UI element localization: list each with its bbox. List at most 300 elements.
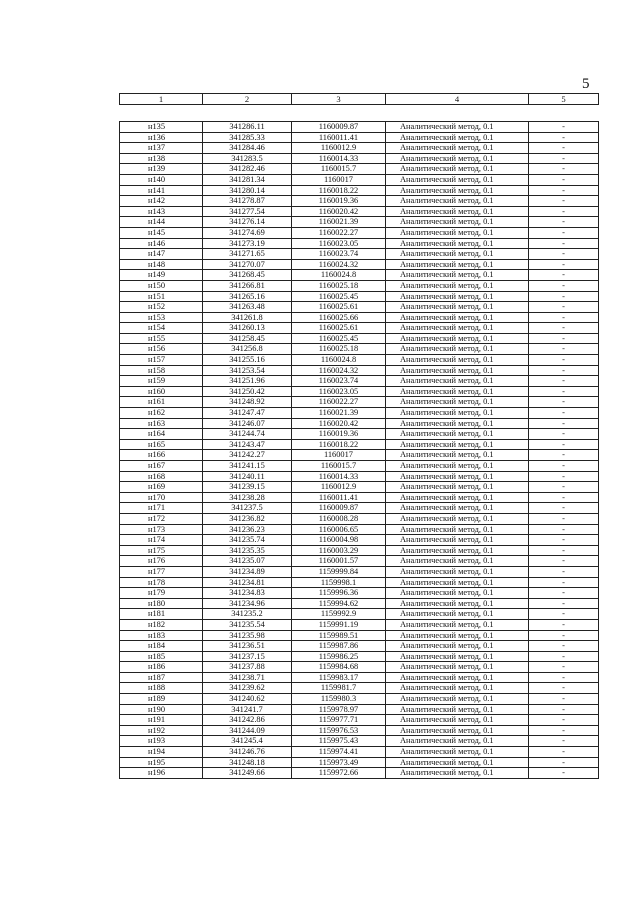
- point-id-cell: н145: [120, 227, 203, 238]
- note-cell: -: [529, 397, 599, 408]
- point-id-cell: н177: [120, 566, 203, 577]
- table-body: [120, 105, 599, 779]
- table-row: [120, 461, 599, 472]
- table-row: [120, 747, 599, 758]
- note-cell: -: [529, 174, 599, 185]
- table-row: [120, 588, 599, 599]
- point-id-cell: н146: [120, 238, 203, 249]
- table-row: [120, 577, 599, 588]
- table-row: [120, 598, 599, 609]
- note-cell: -: [529, 153, 599, 164]
- method-cell: Аналитический метод, 0.1: [386, 302, 529, 313]
- note-cell: -: [529, 355, 599, 366]
- table-row: [120, 429, 599, 440]
- method-cell: Аналитический метод, 0.1: [386, 249, 529, 260]
- x-coordinate-cell: 341234.96: [203, 598, 292, 609]
- x-coordinate-cell: 341235.74: [203, 535, 292, 546]
- point-id-cell: н147: [120, 249, 203, 260]
- method-cell: Аналитический метод, 0.1: [386, 747, 529, 758]
- point-id-cell: н179: [120, 588, 203, 599]
- method-cell: Аналитический метод, 0.1: [386, 683, 529, 694]
- method-cell: Аналитический метод, 0.1: [386, 715, 529, 726]
- y-coordinate-cell: 1160021.39: [292, 217, 386, 228]
- method-cell: Аналитический метод, 0.1: [386, 323, 529, 334]
- x-coordinate-cell: 341234.81: [203, 577, 292, 588]
- y-coordinate-cell: 1160011.41: [292, 132, 386, 143]
- method-cell: Аналитический метод, 0.1: [386, 312, 529, 323]
- y-coordinate-cell: 1160025.45: [292, 333, 386, 344]
- y-coordinate-cell: 1160025.18: [292, 344, 386, 355]
- method-cell: Аналитический метод, 0.1: [386, 153, 529, 164]
- x-coordinate-cell: 341283.5: [203, 153, 292, 164]
- y-coordinate-cell: 1159977.71: [292, 715, 386, 726]
- table-row: [120, 513, 599, 524]
- header-cell-5: 5: [529, 94, 599, 105]
- y-coordinate-cell: 1159975.43: [292, 736, 386, 747]
- note-cell: -: [529, 757, 599, 768]
- table-row: [120, 471, 599, 482]
- x-coordinate-cell: 341248.18: [203, 757, 292, 768]
- note-cell: -: [529, 672, 599, 683]
- y-coordinate-cell: 1160025.66: [292, 312, 386, 323]
- point-id-cell: н154: [120, 323, 203, 334]
- table-row: [120, 694, 599, 705]
- method-cell: Аналитический метод, 0.1: [386, 630, 529, 641]
- method-cell: Аналитический метод, 0.1: [386, 535, 529, 546]
- table-row: [120, 122, 599, 133]
- point-id-cell: н180: [120, 598, 203, 609]
- page-number: 5: [582, 76, 590, 92]
- method-cell: Аналитический метод, 0.1: [386, 408, 529, 419]
- x-coordinate-cell: 341238.28: [203, 492, 292, 503]
- note-cell: -: [529, 323, 599, 334]
- y-coordinate-cell: 1160024.8: [292, 355, 386, 366]
- note-cell: -: [529, 185, 599, 196]
- point-id-cell: н184: [120, 641, 203, 652]
- x-coordinate-cell: 341271.65: [203, 249, 292, 260]
- point-id-cell: н140: [120, 174, 203, 185]
- table-row: [120, 217, 599, 228]
- x-coordinate-cell: 341251.96: [203, 376, 292, 387]
- table-row: [120, 376, 599, 387]
- coordinates-table: [119, 93, 599, 779]
- table-row: [120, 651, 599, 662]
- y-coordinate-cell: 1160025.61: [292, 302, 386, 313]
- x-coordinate-cell: 341242.86: [203, 715, 292, 726]
- point-id-cell: н192: [120, 725, 203, 736]
- table-row: [120, 185, 599, 196]
- x-coordinate-cell: 341286.11: [203, 122, 292, 133]
- method-cell: Аналитический метод, 0.1: [386, 397, 529, 408]
- y-coordinate-cell: 1159976.53: [292, 725, 386, 736]
- note-cell: -: [529, 302, 599, 313]
- method-cell: Аналитический метод, 0.1: [386, 174, 529, 185]
- point-id-cell: н171: [120, 503, 203, 514]
- method-cell: Аналитический метод, 0.1: [386, 280, 529, 291]
- table-row: [120, 492, 599, 503]
- method-cell: Аналитический метод, 0.1: [386, 736, 529, 747]
- y-coordinate-cell: 1160009.87: [292, 503, 386, 514]
- point-id-cell: н187: [120, 672, 203, 683]
- y-coordinate-cell: 1160023.05: [292, 238, 386, 249]
- point-id-cell: н190: [120, 704, 203, 715]
- method-cell: Аналитический метод, 0.1: [386, 725, 529, 736]
- note-cell: -: [529, 439, 599, 450]
- y-coordinate-cell: 1159989.51: [292, 630, 386, 641]
- x-coordinate-cell: 341282.46: [203, 164, 292, 175]
- x-coordinate-cell: 341280.14: [203, 185, 292, 196]
- table-header: [120, 94, 599, 105]
- method-cell: Аналитический метод, 0.1: [386, 768, 529, 779]
- x-coordinate-cell: 341248.92: [203, 397, 292, 408]
- table-row: [120, 545, 599, 556]
- table-row: [120, 259, 599, 270]
- point-id-cell: н139: [120, 164, 203, 175]
- method-cell: Аналитический метод, 0.1: [386, 662, 529, 673]
- method-cell: Аналитический метод, 0.1: [386, 471, 529, 482]
- point-id-cell: н196: [120, 768, 203, 779]
- y-coordinate-cell: 1159994.62: [292, 598, 386, 609]
- x-coordinate-cell: 341238.71: [203, 672, 292, 683]
- note-cell: -: [529, 164, 599, 175]
- y-coordinate-cell: 1159978.97: [292, 704, 386, 715]
- point-id-cell: н169: [120, 482, 203, 493]
- table-row: [120, 397, 599, 408]
- point-id-cell: н193: [120, 736, 203, 747]
- y-coordinate-cell: 1160018.22: [292, 439, 386, 450]
- y-coordinate-cell: 1160012.9: [292, 143, 386, 154]
- note-cell: -: [529, 312, 599, 323]
- note-cell: -: [529, 291, 599, 302]
- x-coordinate-cell: 341243.47: [203, 439, 292, 450]
- method-cell: Аналитический метод, 0.1: [386, 598, 529, 609]
- note-cell: -: [529, 683, 599, 694]
- method-cell: Аналитический метод, 0.1: [386, 386, 529, 397]
- method-cell: Аналитический метод, 0.1: [386, 672, 529, 683]
- method-cell: Аналитический метод, 0.1: [386, 259, 529, 270]
- point-id-cell: н163: [120, 418, 203, 429]
- y-coordinate-cell: 1160021.39: [292, 408, 386, 419]
- spacer-cell: [120, 105, 203, 122]
- point-id-cell: н164: [120, 429, 203, 440]
- table-row: [120, 757, 599, 768]
- note-cell: -: [529, 503, 599, 514]
- table-row: [120, 556, 599, 567]
- x-coordinate-cell: 341235.2: [203, 609, 292, 620]
- method-cell: Аналитический метод, 0.1: [386, 365, 529, 376]
- note-cell: -: [529, 365, 599, 376]
- method-cell: Аналитический метод, 0.1: [386, 694, 529, 705]
- note-cell: -: [529, 704, 599, 715]
- note-cell: -: [529, 344, 599, 355]
- table-row: [120, 386, 599, 397]
- method-cell: Аналитический метод, 0.1: [386, 238, 529, 249]
- note-cell: -: [529, 333, 599, 344]
- table-row: [120, 641, 599, 652]
- point-id-cell: н178: [120, 577, 203, 588]
- x-coordinate-cell: 341247.47: [203, 408, 292, 419]
- table-row: [120, 270, 599, 281]
- x-coordinate-cell: 341281.34: [203, 174, 292, 185]
- x-coordinate-cell: 341234.89: [203, 566, 292, 577]
- y-coordinate-cell: 1160003.29: [292, 545, 386, 556]
- method-cell: Аналитический метод, 0.1: [386, 227, 529, 238]
- note-cell: -: [529, 450, 599, 461]
- x-coordinate-cell: 341235.54: [203, 619, 292, 630]
- point-id-cell: н183: [120, 630, 203, 641]
- table-row: [120, 227, 599, 238]
- y-coordinate-cell: 1160024.32: [292, 259, 386, 270]
- point-id-cell: н168: [120, 471, 203, 482]
- table-row: [120, 408, 599, 419]
- table-row: [120, 683, 599, 694]
- note-cell: -: [529, 217, 599, 228]
- method-cell: Аналитический метод, 0.1: [386, 196, 529, 207]
- table-row: [120, 153, 599, 164]
- y-coordinate-cell: 1160023.05: [292, 386, 386, 397]
- point-id-cell: н166: [120, 450, 203, 461]
- table-row: [120, 535, 599, 546]
- y-coordinate-cell: 1159987.86: [292, 641, 386, 652]
- x-coordinate-cell: 341268.45: [203, 270, 292, 281]
- note-cell: -: [529, 545, 599, 556]
- note-cell: -: [529, 566, 599, 577]
- note-cell: -: [529, 641, 599, 652]
- point-id-cell: н191: [120, 715, 203, 726]
- note-cell: -: [529, 715, 599, 726]
- y-coordinate-cell: 1160022.27: [292, 397, 386, 408]
- x-coordinate-cell: 341236.23: [203, 524, 292, 535]
- x-coordinate-cell: 341255.16: [203, 355, 292, 366]
- table-row: [120, 196, 599, 207]
- x-coordinate-cell: 341270.07: [203, 259, 292, 270]
- spacer-cell: [386, 105, 529, 122]
- point-id-cell: н143: [120, 206, 203, 217]
- table-row: [120, 365, 599, 376]
- y-coordinate-cell: 1160025.45: [292, 291, 386, 302]
- table-row: [120, 174, 599, 185]
- note-cell: -: [529, 736, 599, 747]
- note-cell: -: [529, 492, 599, 503]
- note-cell: -: [529, 429, 599, 440]
- x-coordinate-cell: 341236.51: [203, 641, 292, 652]
- header-row: [120, 94, 599, 105]
- method-cell: Аналитический метод, 0.1: [386, 545, 529, 556]
- y-coordinate-cell: 1160024.32: [292, 365, 386, 376]
- method-cell: Аналитический метод, 0.1: [386, 513, 529, 524]
- x-coordinate-cell: 341237.15: [203, 651, 292, 662]
- x-coordinate-cell: 341240.11: [203, 471, 292, 482]
- y-coordinate-cell: 1160025.18: [292, 280, 386, 291]
- y-coordinate-cell: 1160019.36: [292, 196, 386, 207]
- note-cell: -: [529, 408, 599, 419]
- method-cell: Аналитический метод, 0.1: [386, 206, 529, 217]
- table-row: [120, 344, 599, 355]
- table-row: [120, 566, 599, 577]
- x-coordinate-cell: 341273.19: [203, 238, 292, 249]
- x-coordinate-cell: 341278.87: [203, 196, 292, 207]
- y-coordinate-cell: 1159984.68: [292, 662, 386, 673]
- x-coordinate-cell: 341235.07: [203, 556, 292, 567]
- x-coordinate-cell: 341250.42: [203, 386, 292, 397]
- method-cell: Аналитический метод, 0.1: [386, 482, 529, 493]
- table-row: [120, 291, 599, 302]
- table-row: [120, 725, 599, 736]
- point-id-cell: н158: [120, 365, 203, 376]
- point-id-cell: н159: [120, 376, 203, 387]
- method-cell: Аналитический метод, 0.1: [386, 376, 529, 387]
- y-coordinate-cell: 1160018.22: [292, 185, 386, 196]
- x-coordinate-cell: 341234.83: [203, 588, 292, 599]
- note-cell: -: [529, 577, 599, 588]
- method-cell: Аналитический метод, 0.1: [386, 355, 529, 366]
- note-cell: -: [529, 249, 599, 260]
- note-cell: -: [529, 418, 599, 429]
- point-id-cell: н160: [120, 386, 203, 397]
- method-cell: Аналитический метод, 0.1: [386, 270, 529, 281]
- note-cell: -: [529, 598, 599, 609]
- y-coordinate-cell: 1159996.36: [292, 588, 386, 599]
- table-row: [120, 736, 599, 747]
- y-coordinate-cell: 1159974.41: [292, 747, 386, 758]
- method-cell: Аналитический метод, 0.1: [386, 143, 529, 154]
- header-cell-2: 2: [203, 94, 292, 105]
- x-coordinate-cell: 341235.35: [203, 545, 292, 556]
- method-cell: Аналитический метод, 0.1: [386, 291, 529, 302]
- y-coordinate-cell: 1160023.74: [292, 376, 386, 387]
- note-cell: -: [529, 482, 599, 493]
- note-cell: -: [529, 747, 599, 758]
- note-cell: -: [529, 471, 599, 482]
- x-coordinate-cell: 341236.82: [203, 513, 292, 524]
- note-cell: -: [529, 768, 599, 779]
- y-coordinate-cell: 1160009.87: [292, 122, 386, 133]
- table-row: [120, 524, 599, 535]
- x-coordinate-cell: 341245.4: [203, 736, 292, 747]
- point-id-cell: н136: [120, 132, 203, 143]
- point-id-cell: н157: [120, 355, 203, 366]
- table-row: [120, 439, 599, 450]
- point-id-cell: н175: [120, 545, 203, 556]
- y-coordinate-cell: 1159986.25: [292, 651, 386, 662]
- method-cell: Аналитический метод, 0.1: [386, 418, 529, 429]
- table-row: [120, 609, 599, 620]
- y-coordinate-cell: 1160017: [292, 174, 386, 185]
- x-coordinate-cell: 341260.13: [203, 323, 292, 334]
- y-coordinate-cell: 1160001.57: [292, 556, 386, 567]
- y-coordinate-cell: 1160020.42: [292, 206, 386, 217]
- y-coordinate-cell: 1160008.28: [292, 513, 386, 524]
- y-coordinate-cell: 1160015.7: [292, 164, 386, 175]
- y-coordinate-cell: 1160022.27: [292, 227, 386, 238]
- spacer-cell: [292, 105, 386, 122]
- point-id-cell: н151: [120, 291, 203, 302]
- y-coordinate-cell: 1160014.33: [292, 471, 386, 482]
- y-coordinate-cell: 1159981.7: [292, 683, 386, 694]
- y-coordinate-cell: 1159973.49: [292, 757, 386, 768]
- header-cell-1: 1: [120, 94, 203, 105]
- point-id-cell: н142: [120, 196, 203, 207]
- point-id-cell: н176: [120, 556, 203, 567]
- point-id-cell: н189: [120, 694, 203, 705]
- note-cell: -: [529, 270, 599, 281]
- y-coordinate-cell: 1160019.36: [292, 429, 386, 440]
- x-coordinate-cell: 341237.5: [203, 503, 292, 514]
- note-cell: -: [529, 609, 599, 620]
- x-coordinate-cell: 341261.8: [203, 312, 292, 323]
- table-row: [120, 333, 599, 344]
- note-cell: -: [529, 630, 599, 641]
- note-cell: -: [529, 461, 599, 472]
- y-coordinate-cell: 1160017: [292, 450, 386, 461]
- method-cell: Аналитический метод, 0.1: [386, 217, 529, 228]
- y-coordinate-cell: 1160025.61: [292, 323, 386, 334]
- table-row: [120, 280, 599, 291]
- y-coordinate-cell: 1160024.8: [292, 270, 386, 281]
- note-cell: -: [529, 662, 599, 673]
- table-row: [120, 132, 599, 143]
- method-cell: Аналитический метод, 0.1: [386, 566, 529, 577]
- point-id-cell: н181: [120, 609, 203, 620]
- y-coordinate-cell: 1160015.7: [292, 461, 386, 472]
- method-cell: Аналитический метод, 0.1: [386, 461, 529, 472]
- table-row: [120, 302, 599, 313]
- spacer-row: [120, 105, 599, 122]
- method-cell: Аналитический метод, 0.1: [386, 492, 529, 503]
- note-cell: -: [529, 206, 599, 217]
- table-row: [120, 206, 599, 217]
- y-coordinate-cell: 1160023.74: [292, 249, 386, 260]
- method-cell: Аналитический метод, 0.1: [386, 588, 529, 599]
- x-coordinate-cell: 341237.88: [203, 662, 292, 673]
- note-cell: -: [529, 651, 599, 662]
- y-coordinate-cell: 1159972.66: [292, 768, 386, 779]
- point-id-cell: н165: [120, 439, 203, 450]
- note-cell: -: [529, 524, 599, 535]
- note-cell: -: [529, 143, 599, 154]
- note-cell: -: [529, 132, 599, 143]
- method-cell: Аналитический метод, 0.1: [386, 704, 529, 715]
- y-coordinate-cell: 1160011.41: [292, 492, 386, 503]
- header-cell-4: 4: [386, 94, 529, 105]
- table-row: [120, 672, 599, 683]
- note-cell: -: [529, 386, 599, 397]
- method-cell: Аналитический метод, 0.1: [386, 524, 529, 535]
- x-coordinate-cell: 341265.16: [203, 291, 292, 302]
- note-cell: -: [529, 588, 599, 599]
- x-coordinate-cell: 341242.27: [203, 450, 292, 461]
- point-id-cell: н153: [120, 312, 203, 323]
- table-row: [120, 630, 599, 641]
- note-cell: -: [529, 259, 599, 270]
- x-coordinate-cell: 341244.74: [203, 429, 292, 440]
- y-coordinate-cell: 1160020.42: [292, 418, 386, 429]
- note-cell: -: [529, 280, 599, 291]
- note-cell: -: [529, 694, 599, 705]
- point-id-cell: н150: [120, 280, 203, 291]
- point-id-cell: н173: [120, 524, 203, 535]
- method-cell: Аналитический метод, 0.1: [386, 132, 529, 143]
- table-row: [120, 355, 599, 366]
- x-coordinate-cell: 341239.62: [203, 683, 292, 694]
- x-coordinate-cell: 341258.45: [203, 333, 292, 344]
- x-coordinate-cell: 341246.07: [203, 418, 292, 429]
- note-cell: -: [529, 227, 599, 238]
- x-coordinate-cell: 341241.15: [203, 461, 292, 472]
- point-id-cell: н135: [120, 122, 203, 133]
- header-cell-3: 3: [292, 94, 386, 105]
- method-cell: Аналитический метод, 0.1: [386, 503, 529, 514]
